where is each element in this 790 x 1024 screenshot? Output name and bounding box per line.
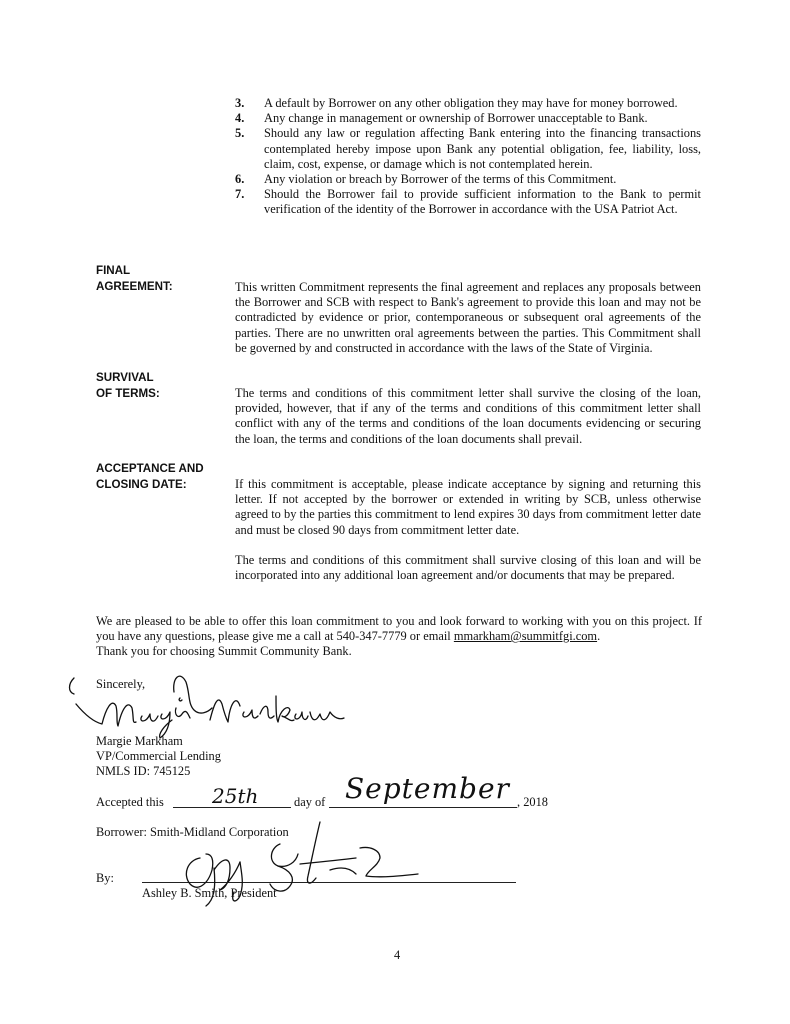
label-line: CLOSING DATE: [96, 478, 187, 491]
condition-text: Any violation or breach by Borrower of the terms of this Commitment. [264, 172, 617, 187]
condition-number: 3. [235, 96, 245, 110]
acceptance-text-1: If this commitment is acceptable, please indicate acceptance by signing and returning this letter. If not accepted by the borrower or extended in writing by SCB, unless otherwise agreed to by the parties this commitment to lend expires 30 days from commitment letter date and must be closed 90 days from commitment letter date. [235, 477, 701, 537]
condition-number: 7. [235, 187, 245, 202]
conditions-list [235, 96, 701, 218]
signer-name: Margie Markham [96, 734, 183, 748]
acceptance-text-2: The terms and conditions of this commitment shall survive closing of this loan and will be incorporated into any additional loan agreement and/or documents that may be prepared. [235, 553, 701, 583]
condition-text: Any change in management or ownership of Borrower unacceptable to Bank. [264, 111, 648, 126]
closing-paragraph [96, 614, 702, 660]
survival-of-terms-text: The terms and conditions of this commitment letter shall survive the closing of the loan, provided, however, that if any of the terms and conditions of this commitment letter shall conflict with any of the terms and conditions of the loan documents evidencing or securing the loan, the terms and conditions of the loan documents shall prevail. [235, 386, 701, 446]
month-handwritten: September [345, 772, 510, 805]
label-line: FINAL [96, 264, 131, 277]
month-signature-line [329, 807, 517, 808]
page-number: 4 [394, 948, 401, 962]
label-line: SURVIVAL [96, 371, 154, 384]
margie-markham-signature [62, 664, 352, 744]
signer-title: VP/Commercial Lending [96, 749, 221, 764]
by-label: By: [96, 871, 114, 885]
condition-number: 6. [235, 172, 245, 187]
day-of-label: day of [294, 795, 326, 809]
condition-item [235, 187, 701, 217]
condition-number: 5. [235, 126, 245, 141]
condition-text: Should the Borrower fail to provide sufficient information to the Bank to permit verification of the identity of the Borrower in accordance with the USA Patriot Act. [264, 187, 701, 217]
condition-number: 4. [235, 111, 245, 126]
condition-item [235, 126, 701, 172]
acceptance-closing-label [96, 461, 204, 493]
condition-text: A default by Borrower on any other obligation they may have for money borrowed. [264, 96, 678, 110]
signer-block [96, 734, 221, 780]
final-agreement-label [96, 263, 173, 295]
thanks-text: Thank you for choosing Summit Community Bank. [96, 644, 352, 659]
day-handwritten: 25th [212, 784, 259, 808]
label-line: OF TERMS: [96, 387, 160, 400]
accepted-prefix: Accepted this [96, 795, 164, 809]
condition-item [235, 172, 701, 187]
label-line: ACCEPTANCE AND [96, 462, 204, 475]
closing-text-end: . [597, 629, 601, 644]
borrower-signer: Ashley B. Smith, President [142, 886, 277, 900]
signer-nmls: NMLS ID: 745125 [96, 764, 191, 779]
salutation: Sincerely, [96, 677, 146, 691]
email-link[interactable]: mmarkham@summitfgi.com [453, 629, 598, 644]
borrower-label: Borrower: Smith-Midland Corporation [96, 825, 289, 839]
condition-text: Should any law or regulation affecting Bank entering into the financing transactions contemplated hereby impose upon Bank any potential obligation, fee, liability, loss, claim, cost, expense, or damage which is not contemplated herein. [264, 126, 701, 171]
closing-text: We are pleased to be able to offer this loan commitment to you and look forward to working with you on this project. If you have any questions, please give me a call at 540-347-7779 or email [96, 614, 702, 644]
survival-of-terms-label [96, 370, 160, 402]
label-line: AGREEMENT: [96, 280, 173, 293]
condition-item [235, 111, 701, 126]
final-agreement-text: This written Commitment represents the final agreement and replaces any proposals between the Borrower and SCB with respect to Bank's agreement to provide this loan and may not be contradicted by evidence or prior, contemporaneous or subsequent oral agreements of the parties. There are no unwritten oral agreements between the parties. This Commitment shall be governed by and constructed in accordance with the laws of the State of Virginia. [235, 280, 701, 355]
condition-item [235, 96, 701, 111]
year-text: , 2018 [517, 795, 548, 809]
